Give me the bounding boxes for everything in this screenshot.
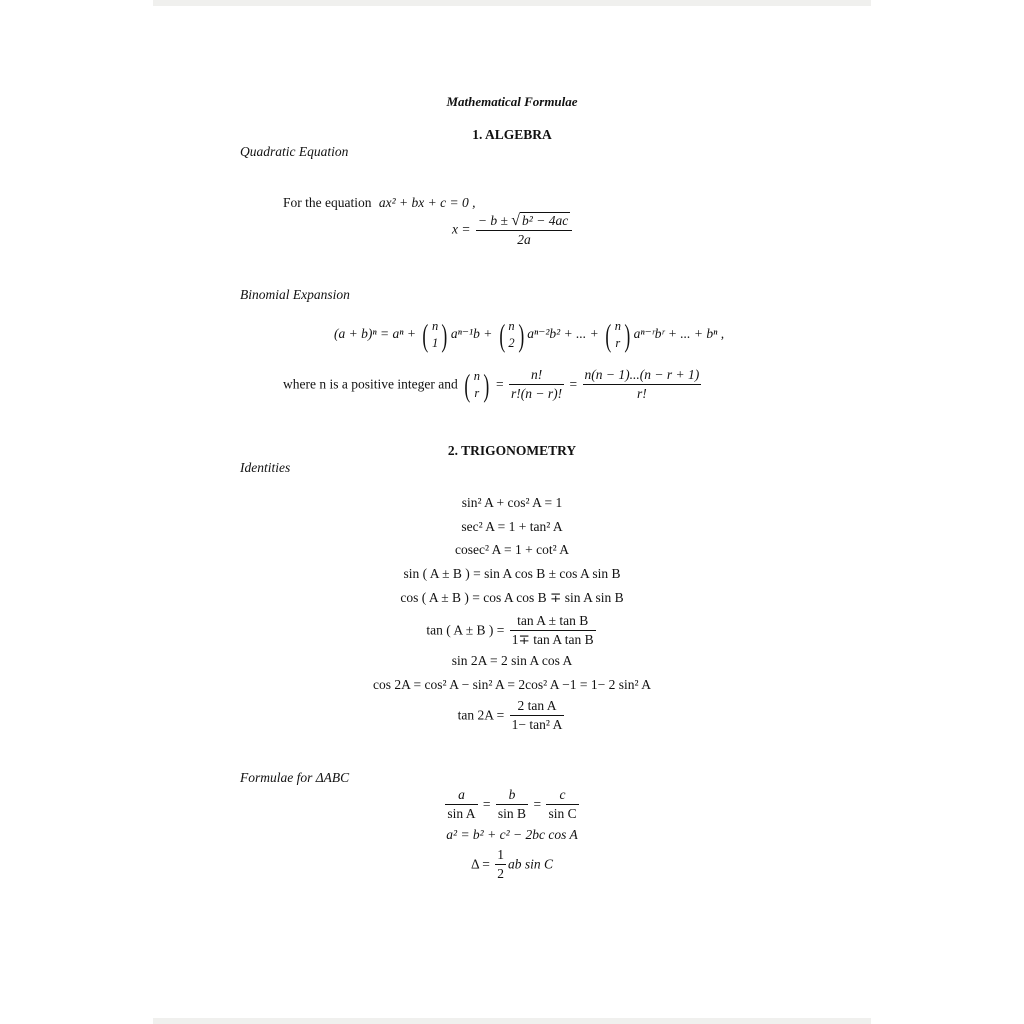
product-num-text: n(n − 1)...(n − r + 1) xyxy=(584,367,700,382)
binom-term-2: aⁿ⁻²b² + ... + xyxy=(527,326,599,342)
binom-term-r: aⁿ⁻ʳbʳ + ... + bⁿ , xyxy=(633,326,725,342)
binom-coeff-2: ( n 2 ) xyxy=(499,317,524,353)
tan-double-den: 1− tan² A xyxy=(511,717,563,732)
binomr-top: n xyxy=(614,319,621,333)
quadratic-fraction xyxy=(476,212,572,249)
sine-rule-a xyxy=(445,786,477,823)
factorial-den-text: r!(n − r)! xyxy=(511,386,563,401)
bottom-page-edge xyxy=(153,1018,871,1024)
quadratic-intro-text: For the equation xyxy=(283,195,372,210)
area-tail: ab sin C xyxy=(508,856,554,872)
quadratic-radicand: b² − 4ac xyxy=(522,213,569,228)
subheading-triangle: Formulae for ΔABC xyxy=(240,770,350,785)
quadratic-x-eq: x = xyxy=(452,221,471,237)
binomnr-bottom: r xyxy=(474,385,480,400)
tan-double-fraction xyxy=(510,697,565,734)
tan-double-num: 2 tan A xyxy=(510,697,565,716)
quadratic-num-prefix: − b ± xyxy=(477,213,508,228)
identity-sin-double: sin 2A = 2 sin A cos A xyxy=(451,653,573,668)
product-den xyxy=(583,385,702,403)
binomial-lhs: (a + b)ⁿ = aⁿ + xyxy=(334,326,416,342)
binom2-top: n xyxy=(508,319,515,333)
tan-sum-den: 1∓ tan A tan B xyxy=(511,632,594,647)
binom-coeff-1: ( n 1 ) xyxy=(422,317,448,353)
cosine-rule xyxy=(0,827,1024,843)
where-text: where n is a positive integer and xyxy=(283,376,458,392)
area-num: 1 xyxy=(495,846,506,865)
product-num xyxy=(583,366,702,385)
binom1-top: n xyxy=(431,319,439,333)
subheading-identities: Identities xyxy=(240,460,291,475)
document-title: Mathematical Formulae xyxy=(446,94,578,109)
identity-pythagorean: sin² A + cos² A = 1 xyxy=(461,495,563,510)
identity-cosecant: cosec² A = 1 + cot² A xyxy=(454,542,570,557)
quadratic-denominator xyxy=(476,231,572,249)
tan-double-lhs: tan 2A = xyxy=(457,707,505,723)
cosine-rule-text: a² = b² + c² − 2bc cos A xyxy=(446,827,578,842)
radical-sign: √ xyxy=(511,212,521,229)
identity-cos-sum: cos ( A ± B ) = cos A cos B ∓ sin A sin B xyxy=(400,590,624,605)
sine-a-den: sin A xyxy=(447,806,476,821)
sine-rule xyxy=(0,786,1024,823)
sine-rule-c xyxy=(546,786,578,823)
product-den-text: r! xyxy=(636,386,647,401)
triangle-area xyxy=(0,846,1024,883)
sine-c-num-text: c xyxy=(559,787,566,802)
binom-coeff-r: ( n r ) xyxy=(605,317,631,353)
identity-secant: sec² A = 1 + tan² A xyxy=(461,519,563,534)
identity-sin-sum: sin ( A ± B ) = sin A cos B ± cos A sin B xyxy=(403,566,621,581)
sine-b-num-text: b xyxy=(508,787,516,802)
subheading-quadratic: Quadratic Equation xyxy=(240,144,349,159)
section-heading-algebra: 1. ALGEBRA xyxy=(472,127,552,142)
quadratic-equation: ax² + bx + c = 0 , xyxy=(378,195,476,210)
tan-sum-num: tan A ± tan B xyxy=(510,612,596,631)
sine-b-den: sin B xyxy=(497,806,527,821)
sine-c-den: sin C xyxy=(548,806,577,821)
tan-sum-fraction xyxy=(510,612,596,649)
sine-eq-1: = xyxy=(482,796,491,812)
quadratic-den-text: 2a xyxy=(517,232,531,247)
identity-tan-double xyxy=(0,697,1024,734)
area-half-fraction xyxy=(495,846,506,883)
area-lhs: Δ = xyxy=(470,856,490,872)
binom-coeff-nr: ( n r ) xyxy=(464,366,490,403)
sine-eq-2: = xyxy=(533,796,542,812)
sine-c-num xyxy=(546,786,578,805)
binom1-bottom: 1 xyxy=(431,336,439,350)
binomial-coefficient-definition xyxy=(283,366,703,403)
factorial-fraction xyxy=(509,366,564,403)
binomnr-top: n xyxy=(473,368,480,383)
quadratic-numerator xyxy=(476,212,572,231)
factorial-den xyxy=(509,385,564,403)
binomial-expansion xyxy=(334,318,724,352)
sine-rule-b xyxy=(496,786,528,823)
sine-b-num xyxy=(496,786,528,805)
sine-a-num xyxy=(445,786,477,805)
equals-1: = xyxy=(496,376,504,392)
factorial-num xyxy=(509,366,564,385)
quadratic-formula xyxy=(452,212,574,249)
product-fraction xyxy=(583,366,702,403)
section-heading-trigonometry: 2. TRIGONOMETRY xyxy=(447,443,577,458)
factorial-num-text: n! xyxy=(530,367,543,382)
equals-2: = xyxy=(569,376,578,392)
area-den: 2 xyxy=(497,866,505,881)
quadratic-intro xyxy=(283,195,475,211)
sine-a-num-text: a xyxy=(458,787,465,802)
binomr-bottom: r xyxy=(615,336,621,350)
identity-cos-double: cos 2A = cos² A − sin² A = 2cos² A −1 = 1− 2 sin² A xyxy=(373,677,651,692)
tan-sum-lhs: tan ( A ± B ) = xyxy=(426,622,505,638)
binom2-bottom: 2 xyxy=(508,336,515,350)
identity-tan-sum xyxy=(0,612,1024,649)
subheading-binomial: Binomial Expansion xyxy=(240,287,350,302)
binom-term-1: aⁿ⁻¹b + xyxy=(450,326,493,342)
